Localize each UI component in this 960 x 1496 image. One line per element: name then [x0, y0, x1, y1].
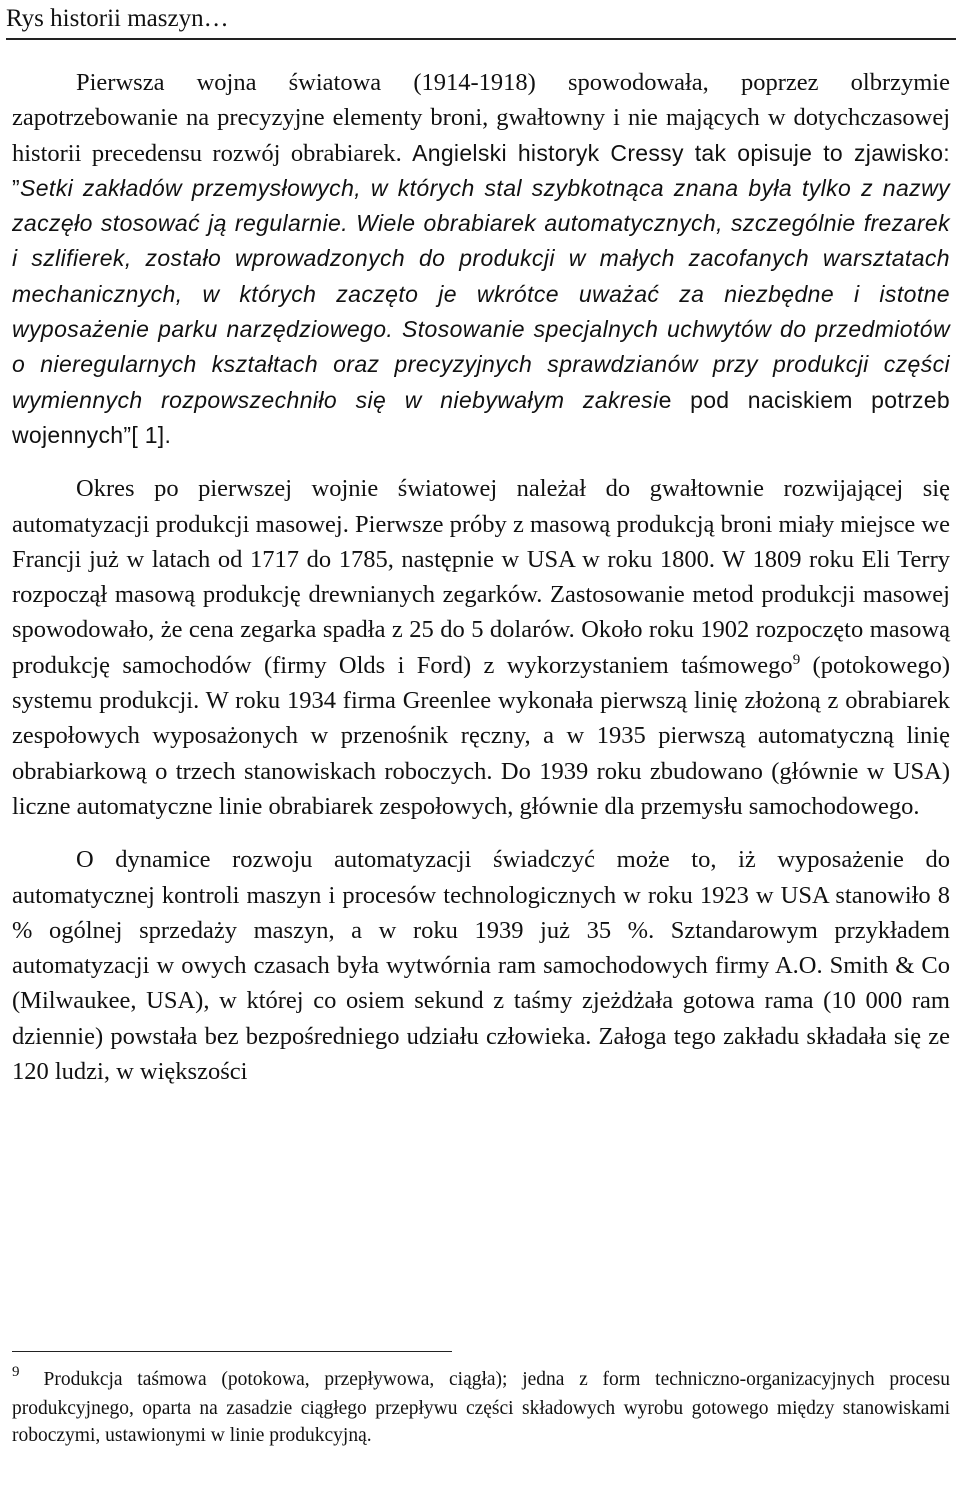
- footnote-number: 9: [12, 1364, 20, 1380]
- paragraph-text: (potokowego) systemu produkcji. W roku 1934 firma Greenlee wykonała pierwszą linię złożoną z obrabiarek zespołowych wyposażonych w przenośnik ręczny, a w 1935 pierwszą automatyczną linię obrabiarkową o trzech stanowiskach roboczych. Do 1939 roku zbudowano (głównie w USA) liczne automatyczne linie obrabiarek zespołowych, głównie dla przemysłu samochodowego.: [12, 651, 950, 820]
- page-header: [6, 2, 956, 40]
- paragraph-text: O dynamice rozwoju automatyzacji świadczyć może to, iż wyposażenie do automatycznej kontroli maszyn i procesów technologicznych w roku 1923 w USA stanowiło 8 % ogólnej sprzedaży maszyn, a w roku 1939 już 35 %. Sztandarowym przykładem automatyzacji w owych czasach była wytwórnia ram samochodowych firmy A.O. Smith & Co (Milwaukee, USA), w której co osiem sekund z taśmy zjeżdżała gotowa rama (10 000 ram dziennie) powstała bez bezpośredniego udziału człowieka. Załoga tego zakładu składała się ze 120 ludzi, w większości: [12, 846, 950, 1086]
- document-body: [12, 65, 950, 1089]
- paragraph-text: Angielski historyk Cressy tak opisuje to zjawisko: ”: [12, 139, 950, 201]
- footnote: [12, 1366, 950, 1449]
- paragraph-automation-dynamics: [12, 842, 950, 1089]
- footnote-reference[interactable]: 9: [792, 651, 801, 668]
- paragraph-text: Pierwsza wojna światowa (1914-1918) spowodowała, poprzez olbrzymie zapotrzebowanie na precyzyjne elementy broni, gwałtowny i nie mających w dotychczasowej historii precedensu rozwój obrabiarek.: [12, 69, 950, 167]
- footnote-text: Produkcja taśmowa (potokowa, przepływowa, ciągła); jedna z form techniczno-organizacyjnych procesu produkcyjnego, oparta na zasadzie ciągłego przepływu części składowych wyrobu gotowego między stanowiskami roboczymi, ustawionymi w linie produkcyjną.: [12, 1369, 950, 1446]
- paragraph-ww1-machine-tools: [12, 65, 950, 453]
- cressy-quote: Setki zakładów przemysłowych, w których stal szybkotnąca znana była tylko z nazwy zaczęło stosować ją regularnie. Wiele obrabiarek automatycznych, szczególnie frezarek i szlifierek, zostało wprowadzonych do produkcji w małych zacofanych warsztatach mechanicznych, w których zaczęto je wkrótce uważać za niezbędne i istotne wyposażenie parku narzędziowego. Stosowanie specjalnych uchwytów do przedmiotów o nieregularnych kształtach oraz precyzyjnych sprawdzianów przy produkcji części wymiennych rozpowszechniło się w niebywałym zakresi: [12, 174, 950, 413]
- paragraph-mass-production: [12, 471, 950, 824]
- paragraph-text: Okres po pierwszej wojnie światowej należał do gwałtownie rozwijającej się automatyzacji produkcji masowej. Pierwsze próby z masową produkcją broni miały miejsce we Francji już w latach od 1717 do 1785, następnie w USA w roku 1800. W 1809 roku Eli Terry rozpoczął masową produkcję drewnianych zegarków. Zastosowanie metod produkcji masowej spowodowało, że cena zegarka spadła z 25 do 5 dolarów. Około roku 1902 rozpoczęto masową produkcję samochodów (firmy Olds i Ford) z wykorzystaniem taśmowego: [12, 475, 950, 679]
- footnote-separator: [12, 1351, 452, 1352]
- paragraph-text: e pod naciskiem potrzeb wojennych”[ 1].: [12, 386, 950, 448]
- running-header-title: Rys historii maszyn…: [6, 5, 229, 32]
